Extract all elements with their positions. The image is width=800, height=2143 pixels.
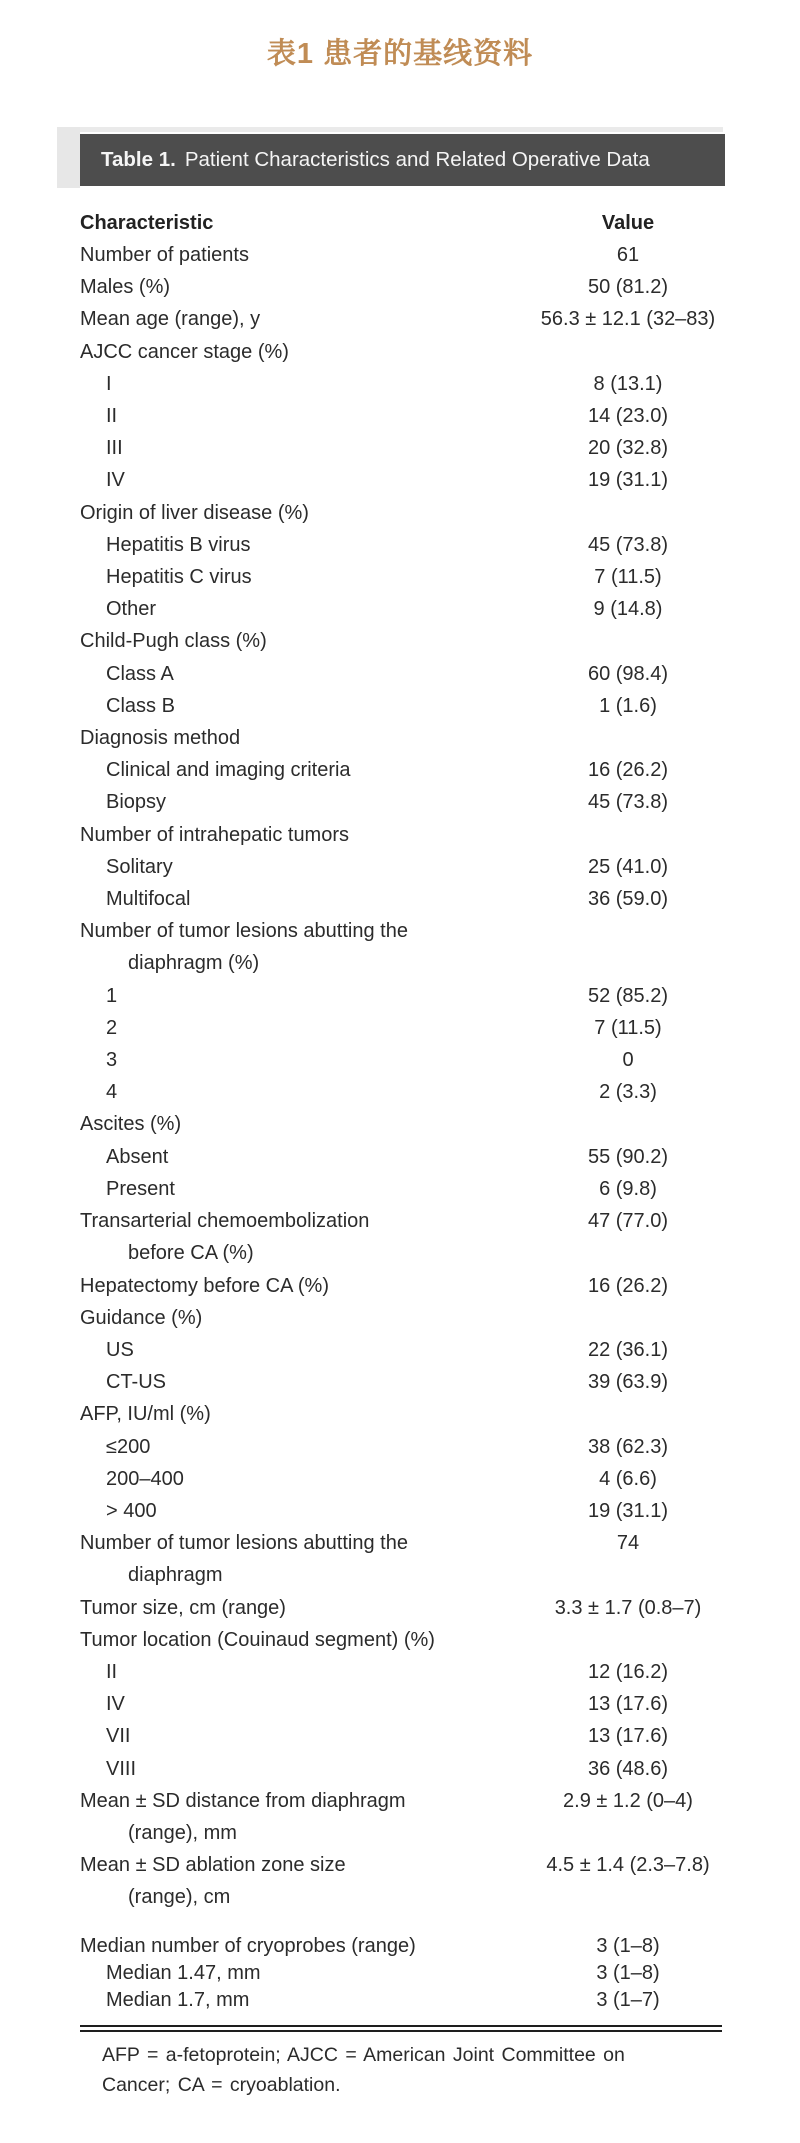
- page-title: 表1 患者的基线资料: [266, 38, 534, 70]
- row-label: 4: [106, 1081, 118, 1104]
- row-label: Tumor location (Couinaud segment) (%): [80, 1628, 435, 1651]
- table-row: [80, 1334, 725, 1366]
- row-label: 2: [106, 1016, 118, 1039]
- row-value: 13 (17.6): [587, 1725, 669, 1748]
- row-label: AJCC cancer stage (%): [80, 340, 289, 363]
- table-row: [80, 1785, 725, 1849]
- row-label: Class A: [106, 662, 174, 685]
- row-label: Other: [106, 598, 157, 621]
- row-label: III: [106, 437, 123, 460]
- row-label: Mean age (range), y: [80, 308, 261, 331]
- row-value: 38 (62.3): [587, 1435, 669, 1458]
- table-row: [80, 722, 725, 754]
- table-row: [80, 271, 725, 303]
- table-row: [80, 1302, 725, 1334]
- row-label: Solitary: [106, 855, 173, 878]
- table-row: [80, 1012, 725, 1044]
- row-value: 3 (1–8): [596, 1961, 660, 1984]
- row-label: IV: [106, 1693, 125, 1716]
- table-row: [80, 625, 725, 657]
- row-value: 47 (77.0): [587, 1210, 669, 1233]
- row-value: 55 (90.2): [587, 1145, 669, 1168]
- table-row: [80, 336, 725, 368]
- row-label: Present: [106, 1177, 175, 1200]
- row-value: 16 (26.2): [587, 759, 669, 782]
- table-row: [80, 1463, 725, 1495]
- table-row: [80, 754, 725, 786]
- row-label: CT-US: [106, 1371, 166, 1394]
- table-row: [80, 786, 725, 818]
- row-label: IV: [106, 469, 125, 492]
- table-row: [80, 400, 725, 432]
- table-row: [80, 1366, 725, 1398]
- row-label: VII: [106, 1725, 131, 1748]
- row-value: 0: [622, 1049, 634, 1072]
- row-label: Males (%): [80, 276, 171, 299]
- table-row: [80, 1398, 725, 1430]
- row-label: Multifocal: [106, 888, 191, 911]
- row-value: 50 (81.2): [587, 276, 669, 299]
- row-value: 19 (31.1): [587, 469, 669, 492]
- row-label: Guidance (%): [80, 1306, 203, 1329]
- row-label: Class B: [106, 694, 175, 717]
- table-row: [80, 1270, 725, 1302]
- row-value: 4 (6.6): [599, 1467, 657, 1490]
- row-label: Median 1.47, mm: [106, 1961, 261, 1984]
- row-value: 3 (1–7): [596, 1988, 660, 2011]
- row-value: 25 (41.0): [587, 855, 669, 878]
- row-label: Hepatitis C virus: [106, 566, 252, 589]
- row-value: 3 (1–8): [596, 1934, 660, 1957]
- table-row: [80, 1933, 725, 1960]
- row-label: 3: [106, 1049, 118, 1072]
- row-label: Median number of cryoprobes (range): [80, 1934, 416, 1957]
- table-row: [80, 1495, 725, 1527]
- table-row: [80, 464, 725, 496]
- table-row: [80, 1205, 725, 1269]
- row-label: Biopsy: [106, 791, 167, 814]
- row-value: 36 (59.0): [587, 888, 669, 911]
- row-value: 19 (31.1): [587, 1499, 669, 1522]
- row-label: Origin of liver disease (%): [80, 501, 309, 524]
- row-value: 7 (11.5): [594, 566, 662, 589]
- row-value: 60 (98.4): [587, 662, 669, 685]
- table-body: [80, 239, 725, 2014]
- row-label: Number of tumor lesions abutting the diaphragm: [80, 1532, 408, 1587]
- row-label: Mean ± SD ablation zone size (range), cm: [80, 1854, 346, 1909]
- row-value: 56.3 ± 12.1 (32–83): [540, 308, 716, 331]
- table-row: [80, 1720, 725, 1752]
- row-value: 3.3 ± 1.7 (0.8–7): [554, 1596, 702, 1619]
- table-row: [80, 690, 725, 722]
- table-row: [80, 1624, 725, 1656]
- row-label: Absent: [106, 1145, 169, 1168]
- row-label: Number of intrahepatic tumors: [80, 823, 350, 846]
- table-row: [80, 1076, 725, 1108]
- row-label: Number of tumor lesions abutting the diaphragm (%): [80, 920, 408, 975]
- table-number: Table 1.: [101, 148, 176, 171]
- table-row: [80, 1960, 725, 1987]
- row-value: 9 (14.8): [593, 598, 663, 621]
- table-title-text: Patient Characteristics and Related Operative Data: [184, 148, 650, 171]
- row-value: 12 (16.2): [587, 1660, 669, 1683]
- row-label: Transarterial chemoembolization before CA (%): [80, 1210, 370, 1265]
- scan-artifact-left: [57, 127, 80, 188]
- table-row: [80, 432, 725, 464]
- row-value: 22 (36.1): [587, 1338, 669, 1361]
- row-label: US: [106, 1338, 134, 1361]
- row-value: 45 (73.8): [587, 533, 669, 556]
- table-row: [80, 1431, 725, 1463]
- column-headers: [80, 207, 725, 239]
- table-row: [80, 1849, 725, 1913]
- row-value: 4.5 ± 1.4 (2.3–7.8): [546, 1854, 710, 1877]
- table-row: [80, 303, 725, 335]
- table-1: [80, 134, 725, 2100]
- row-label: II: [106, 1660, 118, 1683]
- row-label: AFP, IU/ml (%): [80, 1403, 211, 1426]
- table-row: [80, 1592, 725, 1624]
- row-label: Mean ± SD distance from diaphragm (range), mm: [80, 1789, 406, 1844]
- row-value: 2.9 ± 1.2 (0–4): [563, 1789, 693, 1812]
- row-label: I: [106, 372, 112, 395]
- row-label: Hepatitis B virus: [106, 533, 251, 556]
- table-title-bar: [80, 134, 725, 186]
- table-row: [80, 529, 725, 561]
- row-value: 61: [616, 244, 640, 266]
- row-value: 13 (17.6): [587, 1693, 669, 1716]
- table-row: [80, 851, 725, 883]
- row-label: Hepatectomy before CA (%): [80, 1274, 329, 1297]
- row-value: 39 (63.9): [587, 1371, 669, 1394]
- row-label: Number of patients: [80, 244, 249, 266]
- row-value: 14 (23.0): [587, 405, 669, 428]
- table-row: [80, 593, 725, 625]
- row-label: Ascites (%): [80, 1113, 182, 1136]
- scan-artifact-top: [57, 127, 723, 132]
- row-label: Child-Pugh class (%): [80, 630, 267, 653]
- row-value: 45 (73.8): [587, 791, 669, 814]
- table-row: [80, 980, 725, 1012]
- row-value: 6 (9.8): [599, 1177, 657, 1200]
- row-value: 52 (85.2): [587, 984, 669, 1007]
- row-value: 7 (11.5): [594, 1016, 662, 1039]
- row-label: VIII: [106, 1757, 137, 1780]
- row-label: Clinical and imaging criteria: [106, 759, 351, 782]
- table-row: [80, 239, 725, 271]
- table-footnote: [80, 2040, 720, 2100]
- table-row: [80, 1173, 725, 1205]
- table-row: [80, 1688, 725, 1720]
- row-label: 1: [106, 984, 118, 1007]
- row-value: 2 (3.3): [599, 1081, 657, 1104]
- table-row: [80, 1987, 725, 2014]
- row-value: 8 (13.1): [593, 372, 663, 395]
- row-value: 20 (32.8): [587, 437, 669, 460]
- table-row: [80, 1044, 725, 1076]
- row-label: Diagnosis method: [80, 727, 241, 750]
- row-label: Tumor size, cm (range): [80, 1596, 286, 1619]
- row-label: > 400: [106, 1499, 157, 1522]
- table-row: [80, 1141, 725, 1173]
- row-label: 200–400: [106, 1467, 184, 1490]
- row-value: 74: [616, 1532, 640, 1555]
- footnote-line-1: AFP = a-fetoprotein; AJCC = American Joint Committee on: [102, 2043, 625, 2066]
- table-row: [80, 915, 725, 979]
- table-row: [80, 1656, 725, 1688]
- table-row: [80, 1527, 725, 1591]
- table-row: [80, 883, 725, 915]
- table-row: [80, 561, 725, 593]
- column-header-value: Value: [601, 212, 655, 234]
- row-label: ≤200: [106, 1435, 151, 1458]
- table-row: [80, 497, 725, 529]
- table-row: [80, 1108, 725, 1140]
- column-header-characteristic: Characteristic: [80, 212, 214, 234]
- row-label: II: [106, 405, 118, 428]
- row-value: 1 (1.6): [599, 694, 657, 717]
- table-row: [80, 368, 725, 400]
- row-value: 16 (26.2): [587, 1274, 669, 1297]
- table-row: [80, 1753, 725, 1785]
- row-label: Median 1.7, mm: [106, 1988, 250, 2011]
- table-row: [80, 819, 725, 851]
- table-bottom-rule: [80, 2025, 722, 2032]
- footnote-line-2: Cancer; CA = cryoablation.: [102, 2073, 341, 2096]
- table-row: [80, 658, 725, 690]
- row-value: 36 (48.6): [587, 1757, 669, 1780]
